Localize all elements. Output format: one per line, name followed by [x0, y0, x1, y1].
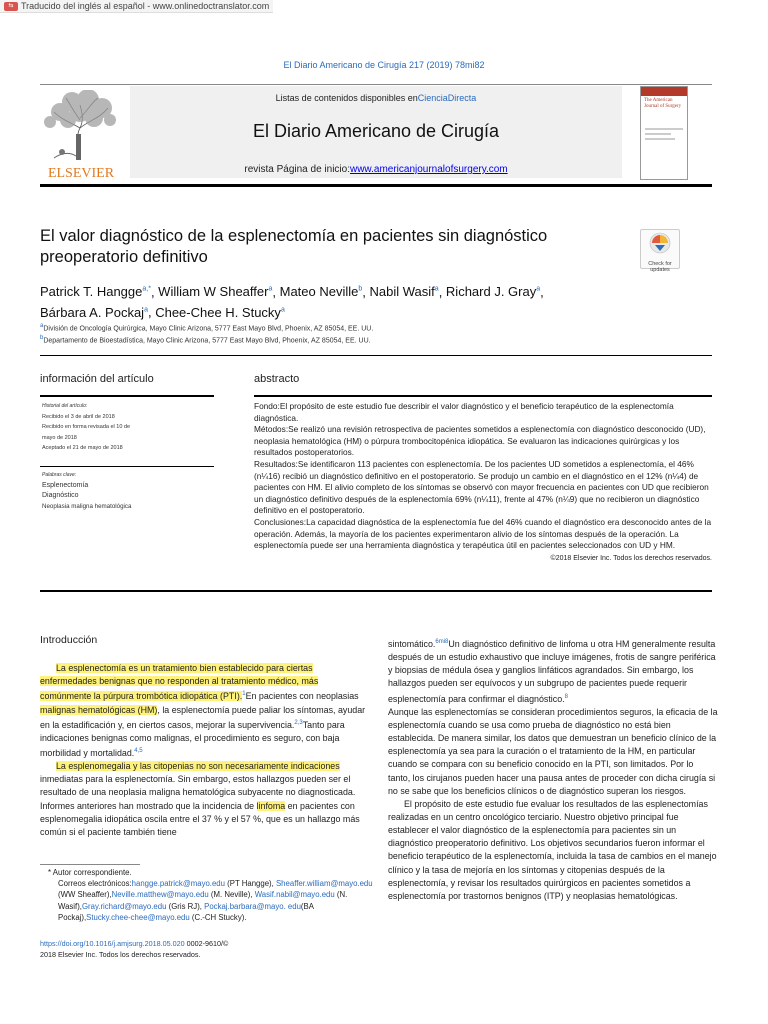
author[interactable]: William W Sheaffer$^a$ [158, 284, 273, 300]
email-link[interactable]: Sheaffer.william@mayo.edu [275, 879, 373, 889]
citation-link[interactable]: 6mi8 [435, 639, 449, 645]
homepage-link[interactable]: www.americanjournalofsurgery.com [349, 164, 508, 175]
paper-title: El valor diagnóstico de la esplenectomía en pacientes sin diagnóstico preoperatorio definitivo [40, 227, 548, 266]
affiliation: $^b$Departamento de Bioestadística, Mayo Clinic Arizona, 5777 East Mayo Blvd, Phoenix, AZ 85054, EE. UU. [40, 335, 371, 345]
citation-link[interactable]: 8 [564, 693, 568, 700]
cover-title: The American Journal of Surgery [644, 98, 682, 109]
author[interactable]: Richard J. Gray$^a$ [445, 284, 541, 300]
cover-line [645, 128, 683, 130]
footnote-rule [40, 864, 140, 865]
citation-link[interactable]: 2,3 [294, 719, 303, 726]
elsevier-tree-logo [40, 90, 122, 180]
listas-prefix: Listas de contenidos disponibles en [275, 93, 418, 103]
right-paragraph-2: Aunque las esplenectomías se consideran procedimientos seguros, la eficacia de la esplenectomía cuando se usa como prueba de diagnóstico no está bien establecida. De manera similar, los datos que demuestran un beneficio clínico de la esplenectomía ya sea para la curación o el tratamiento de la HM, en particular cuando se compara con su beneficio conocido en la PTI, son limitados. Por lo tanto, los cirujanos pueden hacer una pausa antes de proceder con dicha cirugía si no se sabe que los beneficios clínicos o de diagnóstico superan los riesgos. [388, 706, 718, 796]
intro-paragraph-2: La esplenomegalia y las citopenias no son necesariamente indicaciones inmediatas para la esplenectomía. Sin embargo, estos hallazgos pueden ser el resultado de una neoplasia maligna hematológica subyacente no diagnosticada. Informes anteriores han mostrado que la incidencia de linfoma en pacientes con esplenomegalia idiopática oscila entre el 37 % y el 57 %, que es un hallazgo más común si el paciente también tiene [40, 761, 360, 837]
right-column [388, 636, 718, 903]
email-link[interactable]: hangge.patrick@mayo.edu [131, 879, 225, 889]
abstract-conclusions: Conclusiones:La capacidad diagnóstica de la esplenectomía fue del 46% cuando el diagnóstico era desconocido antes de la operación. Además, la mayoría de los pacientes experimentaron alivio de los síntomas después de la operación. La esplenectomía puede ser una herramienta diagnóstica y terapéutica útil en pacientes seleccionados con UD y HM. [254, 516, 712, 551]
sciencedirect-link[interactable]: CienciaDirecta [417, 93, 477, 103]
email-link[interactable]: Gray.richard@mayo.edu [81, 901, 167, 911]
abstract-copyright: ©2018 Elsevier Inc. Todos los derechos reservados. [550, 554, 712, 562]
abstract-methods: Métodos:Se realizó una revisión retrospectiva de pacientes sometidos a esplenectomía con diagnóstico desconocido (UD), neoplasia hematológica (HM) o púrpura trombocitopénica idiopática. Se evaluaron las indicaciones quirúrgicas y los resultados postoperatorios. [254, 424, 706, 458]
homepage-prefix: revista Página de inicio: [244, 164, 350, 175]
keywords: Palabras clave: Esplenectomía Diagnóstico Neoplasia maligna hematológica [42, 470, 212, 512]
author-list: Patrick T. Hangge$^{a,*}$, William W Sheaffer$^a$, Mateo Neville$^b$, Nabil Wasif$^a$, Richard J. Gray$^a$, Bárbara A. Pockaj$^a$, Chee-Chee H. Stucky$^a$ [40, 284, 544, 320]
affiliation: $^a$División de Oncología Quirúrgica, Mayo Clinic Arizona, 5777 East Mayo Blvd, Phoenix, AZ 85054, EE. UU. [40, 323, 374, 333]
article-info-rule [40, 395, 214, 397]
journal-cover-thumbnail[interactable] [640, 86, 688, 180]
journal-citation[interactable]: El Diario Americano de Cirugía 217 (2019) 78mi82 [283, 60, 485, 70]
author[interactable]: Mateo Neville$^b$ [279, 284, 363, 300]
author[interactable]: Chee-Chee H. Stucky$^a$ [155, 304, 285, 320]
author[interactable]: Bárbara A. Pockaj$^a$ [40, 304, 148, 320]
check-for-updates-button[interactable] [640, 229, 680, 273]
doi-block: https://doi.org/10.1016/j.amjsurg.2018.05.020 0002-9610/© 2018 Elsevier Inc. Todos los derechos reservados. [40, 938, 380, 960]
keyword: Esplenectomía [42, 481, 89, 489]
check-updates-icon [641, 230, 679, 256]
abstract-rule [254, 395, 712, 397]
right-paragraph-3: El propósito de este estudio fue evaluar los resultados de las esplenectomías realizadas en un centro oncológico terciario. Nuestro objetivo principal fue establecer el valor diagnóstico de la esplenectomía para pacientes sin un diagnóstico preoperatorio definitivo. Los objetivos secundarios fueron informar el beneficio terapéutico de la esplenectomía, incluida la tasa de cambios en el manejo clínico y la tasa de mejoría en los síntomas y citopenias después de la esplenectomía, y revisar los resultados quirúrgicos en pacientes sometidos a esplenectomía por trastornos benignos (ITP) y neoplasias hematológicas. [388, 798, 717, 901]
contents-availability [130, 93, 622, 103]
email-link[interactable]: Wasif.nabil@mayo.edu [254, 890, 335, 900]
keyword: Neoplasia maligna hematológica [42, 502, 132, 510]
journal-title: El Diario Americano de Cirugía [252, 121, 500, 141]
intro-paragraph-1: La esplenectomía es un tratamiento bien establecido para ciertas enfermedades benignas que no responden al tratamiento médico, más comúnmente la púrpura trombótica idiopática (PTI).$^1$En pacientes con neoplasias malignas hematológicas (HM), la esplenectomía puede paliar los síntomas, ayudar en la estadificación y, en ciertos casos, mejorar la supervivencia.$^{2,3}$Tanto para indicaciones benignas como malignas, el procedimiento es seguro, con baja morbilidad y mortalidad.$^{4,5}$ [40, 663, 366, 758]
cover-line [645, 133, 671, 135]
author[interactable]: Nabil Wasif$^a$ [369, 284, 439, 300]
cover-band [641, 87, 687, 96]
intro-column [40, 634, 370, 839]
email-link[interactable]: Stucky.chee-chee@mayo.edu [86, 912, 190, 922]
abstract-bottom-rule [40, 590, 712, 592]
email-link[interactable]: Neville.matthew@mayo.edu [111, 890, 209, 900]
right-paragraph-1: sintomático.$^{6mi8}$Un diagnóstico definitivo de linfoma u otra HM generalmente resulta después de un estudio exhaustivo que incluye imágenes, frotis de sangre periférica y biopsias de médula ósea y ganglios linfáticos agrandados. Sin embargo, los hallazgos pueden ser equívocos y un subgrupo de pacientes puede requerir esplenectomía para confirmar el diagnóstico.$^8$ [388, 638, 716, 704]
author[interactable]: Patrick T. Hangge$^{a,*}$ [40, 284, 151, 300]
corresponding-author-footnote: * Autor correspondiente. Correos electrónicos:hangge.patrick@mayo.edu (PT Hangge), Sheaffer.william@mayo.edu (WW Sheaffer),Neville.matthew@mayo.edu (M. Neville), Wasif.nabil@mayo.edu (N. Wasif),Gray.richard@mayo.edu (Gris RJ), Pockaj.barbara@mayo. edu(BA Pockaj),Stucky.chee-chee@mayo.edu (C.-CH Stucky). [48, 868, 373, 922]
translator-bar[interactable] [0, 0, 273, 13]
elsevier-wordmark: ELSEVIER [47, 166, 115, 180]
journal-homepage [130, 164, 622, 175]
citation-link[interactable]: 4,5 [134, 748, 143, 755]
doi-link[interactable]: https://doi.org/10.1016/j.amjsurg.2018.05.020 [40, 939, 185, 948]
check-updates-label: Check for updates [648, 261, 672, 273]
translator-text: Traducido del inglés al español - www.onlinedoctranslator.com [21, 1, 270, 11]
abstract-heading: abstracto [254, 373, 300, 385]
keyword: Diagnóstico [42, 492, 79, 499]
keywords-rule [40, 466, 214, 467]
section-divider [40, 355, 712, 356]
abstract-results: Resultados:Se identificaron 113 pacientes con esplenectomía. De los pacientes UD sometidos a esplenectomía, el 46% (n¼16) recibió un diagnóstico definitivo en el postoperatorio. Se produjo un cambio en el diagnóstico en el 12% (n¼4) de pacientes con HM. El alivio completo de los síntomas se observó con mayor frecuencia en pacientes con UD que recibieron un diagnóstico definitivo después de la esplenectomía 69% (n¼11), frente al 47% (n¼9) que no recibieron un diagnóstico definitivo en el postoperatorio. [254, 458, 709, 516]
abstract-background: Fondo:El propósito de este estudio fue describir el valor diagnóstico y el beneficio terapéutico de la esplenectomía diagnóstica. [254, 401, 674, 423]
citation-link[interactable]: 1 [242, 691, 246, 698]
header-thick-rule [40, 184, 712, 187]
header-divider [40, 84, 712, 85]
translator-icon: ⇆ [4, 2, 18, 11]
intro-heading: Introducción [40, 634, 98, 646]
article-info-heading: información del artículo [40, 373, 154, 385]
doi-rights: 2018 Elsevier Inc. Todos los derechos reservados. [40, 950, 201, 959]
article-history: Historial del artículo: Recibido el 3 de abril de 2018 Recibido en forma revisada el 10 de mayo de 2018 Aceptado el 21 de mayo de 2018 [42, 403, 131, 451]
cover-line [645, 138, 675, 140]
email-link[interactable]: Pockaj.barbara@mayo. edu [204, 901, 301, 911]
abstract-body [254, 401, 712, 564]
